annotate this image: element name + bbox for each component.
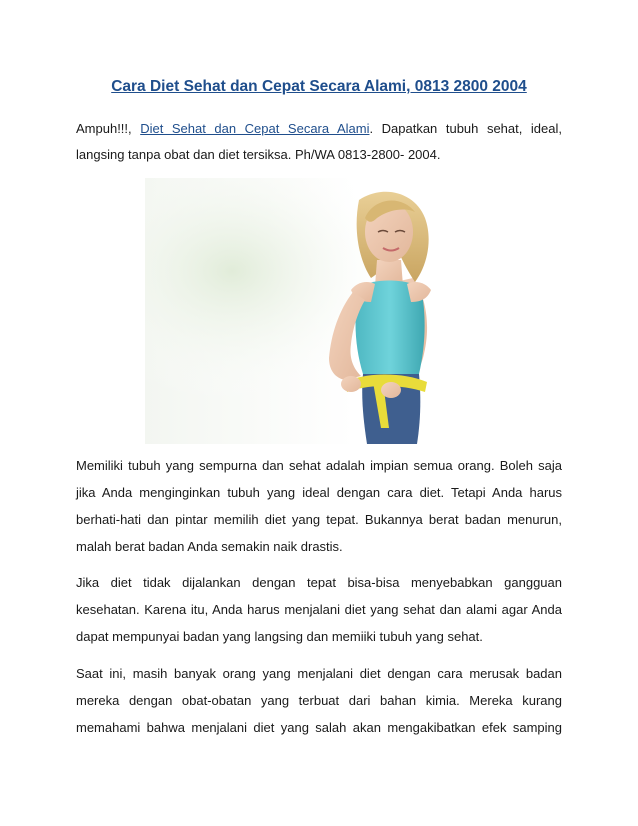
paragraph-1-line-1: Memiliki tubuh yang sempurna dan sehat adalah impian semua orang. Boleh saja	[76, 458, 562, 473]
intro-line-1	[76, 116, 562, 142]
paragraph-2-line-3: dapat mempunyai badan yang langsing dan memiiki tubuh yang sehat.	[76, 629, 483, 644]
paragraph-1-line-4: malah berat badan Anda semakin naik drastis.	[76, 539, 343, 554]
paragraph-3-line-1: Saat ini, masih banyak orang yang menjalani diet dengan cara merusak badan	[76, 666, 562, 681]
paragraph-2-line-2: kesehatan. Karena itu, Anda harus menjalani diet yang sehat dan alami agar Anda	[76, 602, 562, 617]
paragraph-2-line-1: Jika diet tidak dijalankan dengan tepat bisa-bisa menyebabkan gangguan	[76, 575, 562, 590]
paragraph-1-line-2: jika Anda menginginkan tubuh yang ideal dengan cara diet. Tetapi Anda harus	[76, 485, 562, 500]
document-title: Cara Diet Sehat dan Cepat Secara Alami, 0813 2800 2004	[111, 78, 527, 95]
intro-line-2: langsing tanpa obat dan diet tersiksa. Ph/WA 0813-2800- 2004.	[76, 147, 441, 162]
intro-prefix: Ampuh!!!,	[76, 121, 141, 136]
paragraph-3-line-2: mereka dengan obat-obatan yang terbuat dari bahan kimia. Mereka kurang	[76, 693, 562, 708]
paragraph-2	[76, 569, 562, 650]
diet-sehat-link[interactable]: Diet Sehat dan Cepat Secara Alami	[140, 121, 370, 136]
paragraph-3	[76, 660, 562, 741]
paragraph-3-line-3: memahami bahwa menjalani diet yang salah akan mengakibatkan efek samping	[76, 720, 562, 735]
hero-illustration	[145, 178, 493, 444]
intro-paragraph	[76, 116, 562, 168]
intro-suffix: . Dapatkan tubuh sehat, ideal,	[369, 121, 563, 136]
hero-image-woman-measuring-waist	[145, 178, 493, 444]
paragraph-1-line-3: berhati-hati dan pintar memilih diet yang tepat. Bukannya berat badan menurun,	[76, 512, 562, 527]
paragraph-1	[76, 452, 562, 560]
